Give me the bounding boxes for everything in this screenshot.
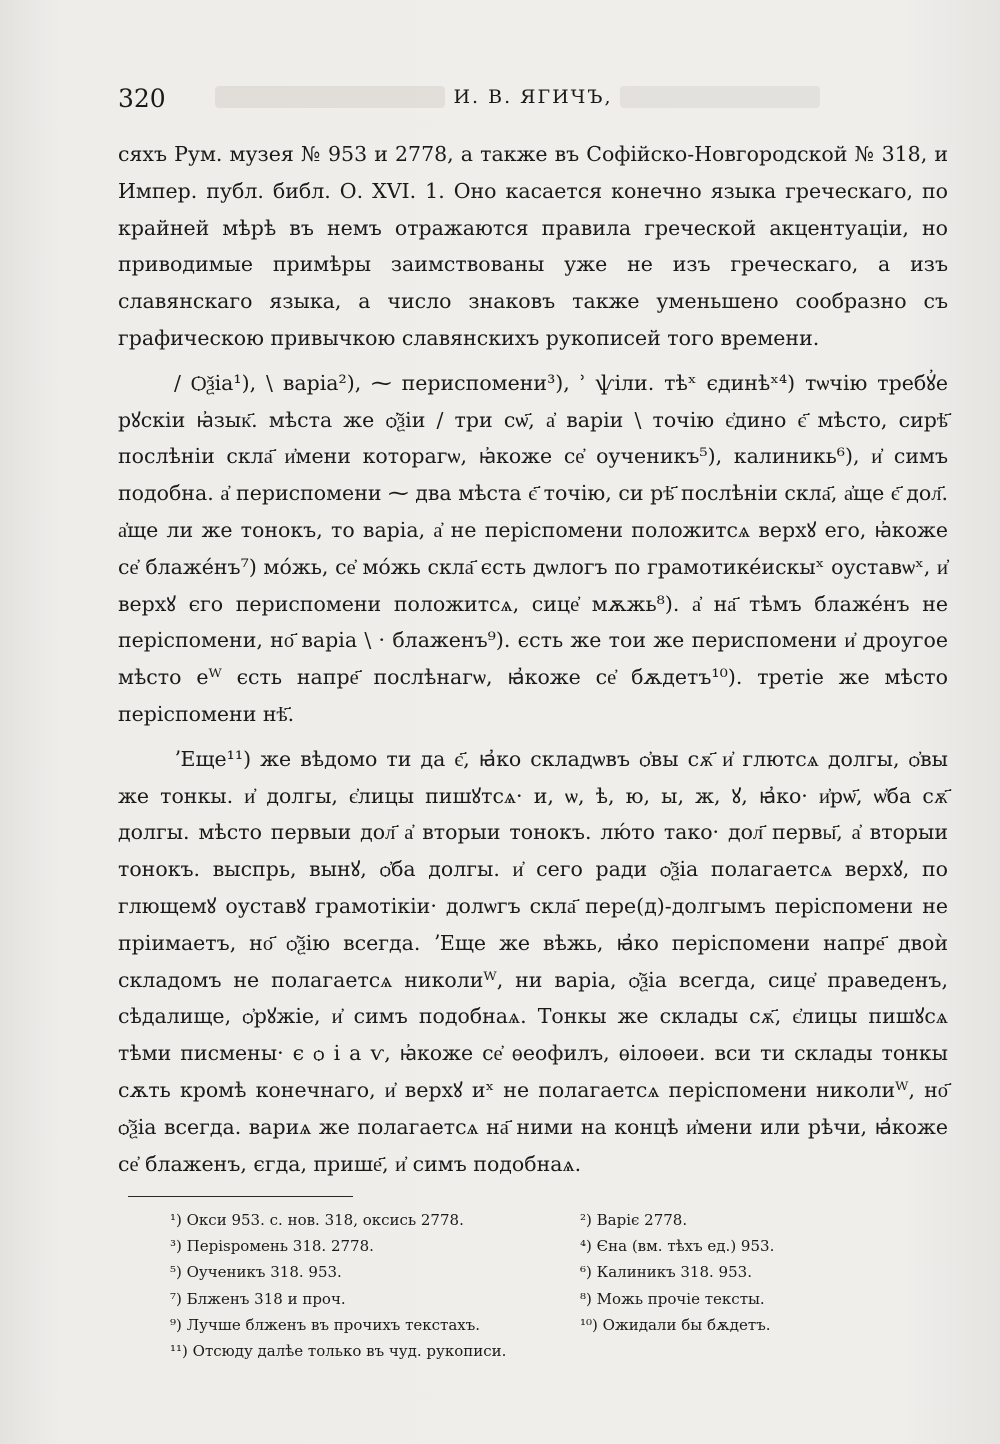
footnote-row xyxy=(170,1338,890,1364)
body-text xyxy=(118,136,948,1190)
footnote: ⁶) Калиникъ 318. 953. xyxy=(580,1263,752,1282)
footnote-row xyxy=(170,1207,890,1233)
footnote-row xyxy=(170,1312,890,1338)
footnote: ⁹) Лучше блженъ въ прочихъ текстахъ. xyxy=(170,1315,481,1334)
footnotes xyxy=(170,1207,890,1364)
page-number: 320 xyxy=(118,84,166,113)
paragraph: ʼЕще¹¹) же вѣдомо ти да є҃, ꙗ҆ко складѡвъ ѻ҆вы сѫ҃ и҆ глютсѧ долгы, ѻ҆вы же тонкы. и҆ долгы, є҆лицы пишꙋтсѧ· и, ѡ, ѣ, ю, ы, ж, ꙋ, ꙗ҆ко· и҆рѡ҃, ѡ҆ба сѫ҃ долгы. мѣсто первыи дол҃ а҆ вторыи тонокъ. лю́то тако· дол҃ первы҃, а҆ вторыи тонокъ. выспрь, вынꙋ, ѻ҆ба долгы. и҆ сего ради ѻ҆ѯіа полагаетсѧ верхꙋ, по глющемꙋ оуставꙋ грамотікіи· долѡгъ скла҃ пере(д)-долгымъ періспомени не пріимаетъ, но҃ ѻ҆ѯію всегда. ʼЕще же вѣжь, ꙗ҆ко періспомени напре҃ двоѝ складомъ не полагаетсѧ николиᵂ, ни варіа, ѻ҆ѯіа всегда, сице҆ праведенъ, сѣдалище, ѻ҆рꙋжіе, и҆ симъ подобнаѧ. Тонкы же склады сѫ҃, є҆лицы пишꙋсѧ тѣми писмены· є ѻ і а ѵ, ꙗ҆коже се҆ ѳеофилъ, ѳілоѳеи. вси ти склады тонкы сѫть кромѣ конечнаго, и҆ верхꙋ иˣ не полагаетсѧ періспомени николиᵂ, но҃ ѻ҆ѯіа всегда. вариѧ же полагаетсѧ на҃ ними на концѣ и҆мени или рѣчи, ꙗ҆коже се҆ блаженъ, єгда, прише҃, и҆ симъ подобнаѧ. xyxy=(118,746,948,1176)
footnote: ²) Варіє 2778. xyxy=(580,1211,688,1229)
footnote-row xyxy=(170,1259,890,1285)
footnote: ⁷) Блженъ 318 и проч. xyxy=(170,1289,346,1308)
running-header xyxy=(118,84,948,116)
footnote: ⁴) Єна (вм. тѣхъ ед.) 953. xyxy=(580,1237,775,1256)
footnote-row xyxy=(170,1233,890,1259)
paragraph: / Ѻѯіа¹), \ варіа²), ⁓ периспомени³), ʾ ѱіли. тѣˣ єдинѣˣ⁴) тѡчію требꙋ҆е рꙋскіи ꙗ҆зык҃. мѣста же ѻ҆ѯіи / три сѡ҃, а҆ варіи \ точію є҆дино є҃ мѣсто, сирѣ҃ послѣніи скла҃ и҆мени которагѡ, ꙗ҆коже се҆ оученикъ⁵), калиникь⁶), и҆ симъ подобна. а҆ периспомени ⁓ два мѣста є҃ точію, си рѣ҃ послѣніи скла҃, а҆ще є҃ дол҃. а҆ще ли же тонокъ, то варіа, а҆ не періспомени положитсѧ верхꙋ его, ꙗ҆коже се҆ блаже́нъ⁷) мо́жь, се҆ мо́жь скла҃ єсть дѡлогъ по грамотике́искыˣ оуставѡˣ, и҆ верхꙋ єго периспомени положитсѧ, сице҆ мѫжь⁸). а҆ на҃ тѣмъ блаже́нъ не періспомени, но҃ варіа \ · блаженъ⁹). єсть же тои же периспомени и҆ дроугое мѣсто еᵂ єсть напре҃ послѣнагѡ, ꙗ҆коже се҆ бѫдетъ¹⁰). третіе же мѣсто періспомени нѣ҃. xyxy=(118,370,948,726)
footnote: ¹⁰) Ожидали бы бѫдетъ. xyxy=(580,1315,771,1334)
footnote-row xyxy=(170,1286,890,1312)
footnote: ¹¹) Отсюду далѣе только въ чуд. рукописи. xyxy=(170,1342,507,1361)
footnote: ³) Перispомень 318. 2778. xyxy=(170,1237,374,1256)
footnote: ⁵) Оученикъ 318. 953. xyxy=(170,1263,342,1282)
footnote: ¹) Окси 953. с. нов. 318, оксись 2778. xyxy=(170,1211,464,1229)
footnote xyxy=(580,1338,890,1364)
paragraph: сяхъ Рум. музея № 953 и 2778, а также въ Софійско-Новгородской № 318, и Импер. публ. библ. О. XVI. 1. Оно касается конечно языка греческаго, по крайней мѣрѣ въ немъ отражаются правила греческой акцентуаціи, но приводимые примѣры заимствованы уже не изъ греческаго, а изъ славянскаго языка, а число знаковъ также уменьшено сообразно съ графическою привычкою славянскихъ рукописей того времени. xyxy=(118,142,948,350)
footnote-rule xyxy=(128,1196,353,1197)
running-title: И. В. ЯГИЧЪ, xyxy=(453,86,613,108)
footnote: ⁸) Можь прочіе тексты. xyxy=(580,1289,765,1308)
